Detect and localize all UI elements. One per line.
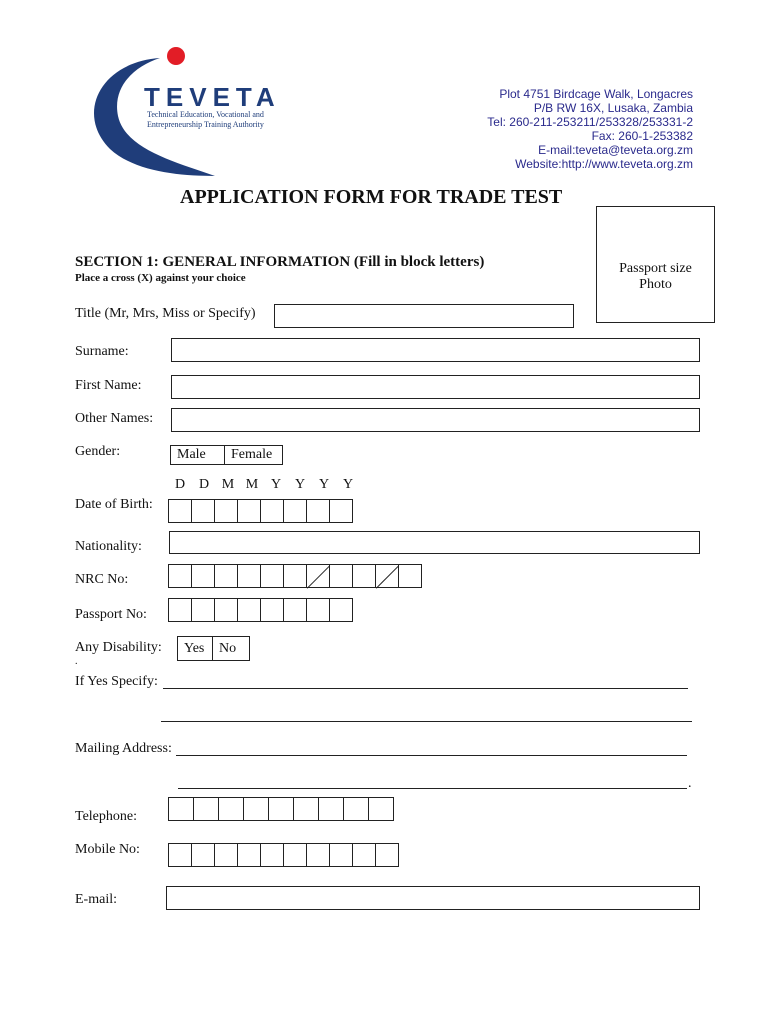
other-names-label: Other Names:: [75, 411, 154, 426]
mobile-cell[interactable]: [237, 843, 261, 867]
dob-letter: M: [221, 477, 235, 492]
nationality-field[interactable]: [169, 531, 700, 554]
mobile-cell[interactable]: [283, 843, 307, 867]
photo-box-label-1: Passport size: [619, 261, 692, 276]
surname-field[interactable]: [171, 338, 700, 362]
mobile-cell[interactable]: [260, 843, 284, 867]
telephone-cell[interactable]: [293, 797, 319, 821]
dob-letter: Y: [342, 477, 354, 492]
logo-tagline-2: Entrepreneurship Training Authority: [147, 120, 264, 129]
nrc-cells: [168, 564, 422, 588]
passport-cell[interactable]: [168, 598, 192, 622]
mobile-cell[interactable]: [214, 843, 238, 867]
if-yes-line-2[interactable]: [161, 721, 692, 722]
mailing-address-label: Mailing Address:: [75, 741, 172, 756]
dob-cell[interactable]: [168, 499, 192, 523]
gender-label: Gender:: [75, 444, 121, 459]
contact-telephone: Tel: 260-211-253211/253328/253331-2: [487, 115, 693, 129]
gender-option-male[interactable]: Male: [170, 445, 225, 465]
if-yes-label: If Yes Specify:: [75, 674, 158, 689]
logo-tagline-1: Technical Education, Vocational and: [147, 110, 264, 119]
mobile-cell[interactable]: [375, 843, 399, 867]
dob-letter: M: [245, 477, 259, 492]
dob-cell[interactable]: [283, 499, 307, 523]
telephone-cell[interactable]: [168, 797, 194, 821]
mobile-cells: [168, 843, 399, 867]
dob-cell[interactable]: [260, 499, 284, 523]
nrc-separator-cell: [375, 564, 399, 588]
telephone-cell[interactable]: [243, 797, 269, 821]
nrc-cell[interactable]: [283, 564, 307, 588]
passport-cell[interactable]: [283, 598, 307, 622]
dob-letter: D: [198, 477, 210, 492]
telephone-cell[interactable]: [368, 797, 394, 821]
gender-options: [170, 445, 283, 465]
nrc-label: NRC No:: [75, 572, 129, 587]
title-field[interactable]: [274, 304, 574, 328]
nrc-cell[interactable]: [329, 564, 353, 588]
telephone-cell[interactable]: [268, 797, 294, 821]
mailing-trailing-dot: .: [688, 776, 692, 791]
disability-label: Any Disability:: [75, 640, 162, 655]
disability-option-no[interactable]: No: [212, 636, 250, 661]
nrc-separator-cell: [306, 564, 330, 588]
telephone-cell[interactable]: [318, 797, 344, 821]
section-heading: SECTION 1: GENERAL INFORMATION (Fill in block letters): [75, 254, 485, 270]
mobile-cell[interactable]: [168, 843, 192, 867]
section-instruction: Place a cross (X) against your choice: [75, 272, 246, 284]
contact-address: Plot 4751 Birdcage Walk, Longacres: [499, 87, 693, 101]
mailing-address-line-2[interactable]: [178, 788, 687, 789]
nrc-cell[interactable]: [214, 564, 238, 588]
if-yes-line-1[interactable]: [163, 688, 688, 689]
disability-options: [177, 636, 250, 661]
mobile-label: Mobile No:: [75, 842, 140, 857]
email-field[interactable]: [166, 886, 700, 910]
passport-cell[interactable]: [260, 598, 284, 622]
contact-fax: Fax: 260-1-253382: [591, 129, 693, 143]
dob-cell[interactable]: [329, 499, 353, 523]
nrc-cell[interactable]: [260, 564, 284, 588]
mobile-cell[interactable]: [306, 843, 330, 867]
nationality-label: Nationality:: [75, 539, 142, 554]
passport-cell[interactable]: [306, 598, 330, 622]
dob-letter: Y: [294, 477, 306, 492]
passport-cell[interactable]: [191, 598, 215, 622]
first-name-field[interactable]: [171, 375, 700, 399]
mobile-cell[interactable]: [191, 843, 215, 867]
dob-cell[interactable]: [237, 499, 261, 523]
nrc-cell[interactable]: [168, 564, 192, 588]
telephone-cell[interactable]: [193, 797, 219, 821]
nrc-cell[interactable]: [398, 564, 422, 588]
dob-label: Date of Birth:: [75, 497, 153, 512]
first-name-label: First Name:: [75, 378, 142, 393]
surname-label: Surname:: [75, 344, 129, 359]
dob-letter: Y: [270, 477, 282, 492]
dob-cells: [168, 499, 353, 523]
logo-name: TEVETA: [144, 82, 281, 112]
telephone-cells: [168, 797, 394, 821]
telephone-label: Telephone:: [75, 809, 137, 824]
dob-cell[interactable]: [214, 499, 238, 523]
dob-letter: D: [174, 477, 186, 492]
passport-cells: [168, 598, 353, 622]
other-names-field[interactable]: [171, 408, 700, 432]
contact-website: Website:http://www.teveta.org.zm: [515, 157, 693, 171]
contact-email: E-mail:teveta@teveta.org.zm: [538, 143, 693, 157]
telephone-cell[interactable]: [218, 797, 244, 821]
photo-box-label-2: Photo: [639, 277, 672, 292]
mobile-cell[interactable]: [352, 843, 376, 867]
nrc-cell[interactable]: [237, 564, 261, 588]
dob-letter: Y: [318, 477, 330, 492]
dob-cell[interactable]: [306, 499, 330, 523]
passport-cell[interactable]: [329, 598, 353, 622]
contact-po-box: P/B RW 16X, Lusaka, Zambia: [533, 101, 693, 115]
mailing-address-line-1[interactable]: [176, 755, 687, 756]
passport-cell[interactable]: [237, 598, 261, 622]
dob-cell[interactable]: [191, 499, 215, 523]
contact-block: [487, 87, 693, 171]
passport-label: Passport No:: [75, 607, 147, 622]
stray-dot: .: [75, 656, 78, 667]
disability-option-yes[interactable]: Yes: [177, 636, 213, 661]
dob-format-letters: [168, 477, 360, 493]
form-title: APPLICATION FORM FOR TRADE TEST: [180, 186, 563, 208]
passport-photo-box: [596, 206, 715, 323]
nrc-cell[interactable]: [191, 564, 215, 588]
mobile-cell[interactable]: [329, 843, 353, 867]
title-label: Title (Mr, Mrs, Miss or Specify): [75, 306, 256, 321]
nrc-cell[interactable]: [352, 564, 376, 588]
telephone-cell[interactable]: [343, 797, 369, 821]
gender-option-female[interactable]: Female: [224, 445, 283, 465]
passport-cell[interactable]: [214, 598, 238, 622]
email-label: E-mail:: [75, 892, 117, 907]
teveta-logo: [80, 44, 310, 184]
